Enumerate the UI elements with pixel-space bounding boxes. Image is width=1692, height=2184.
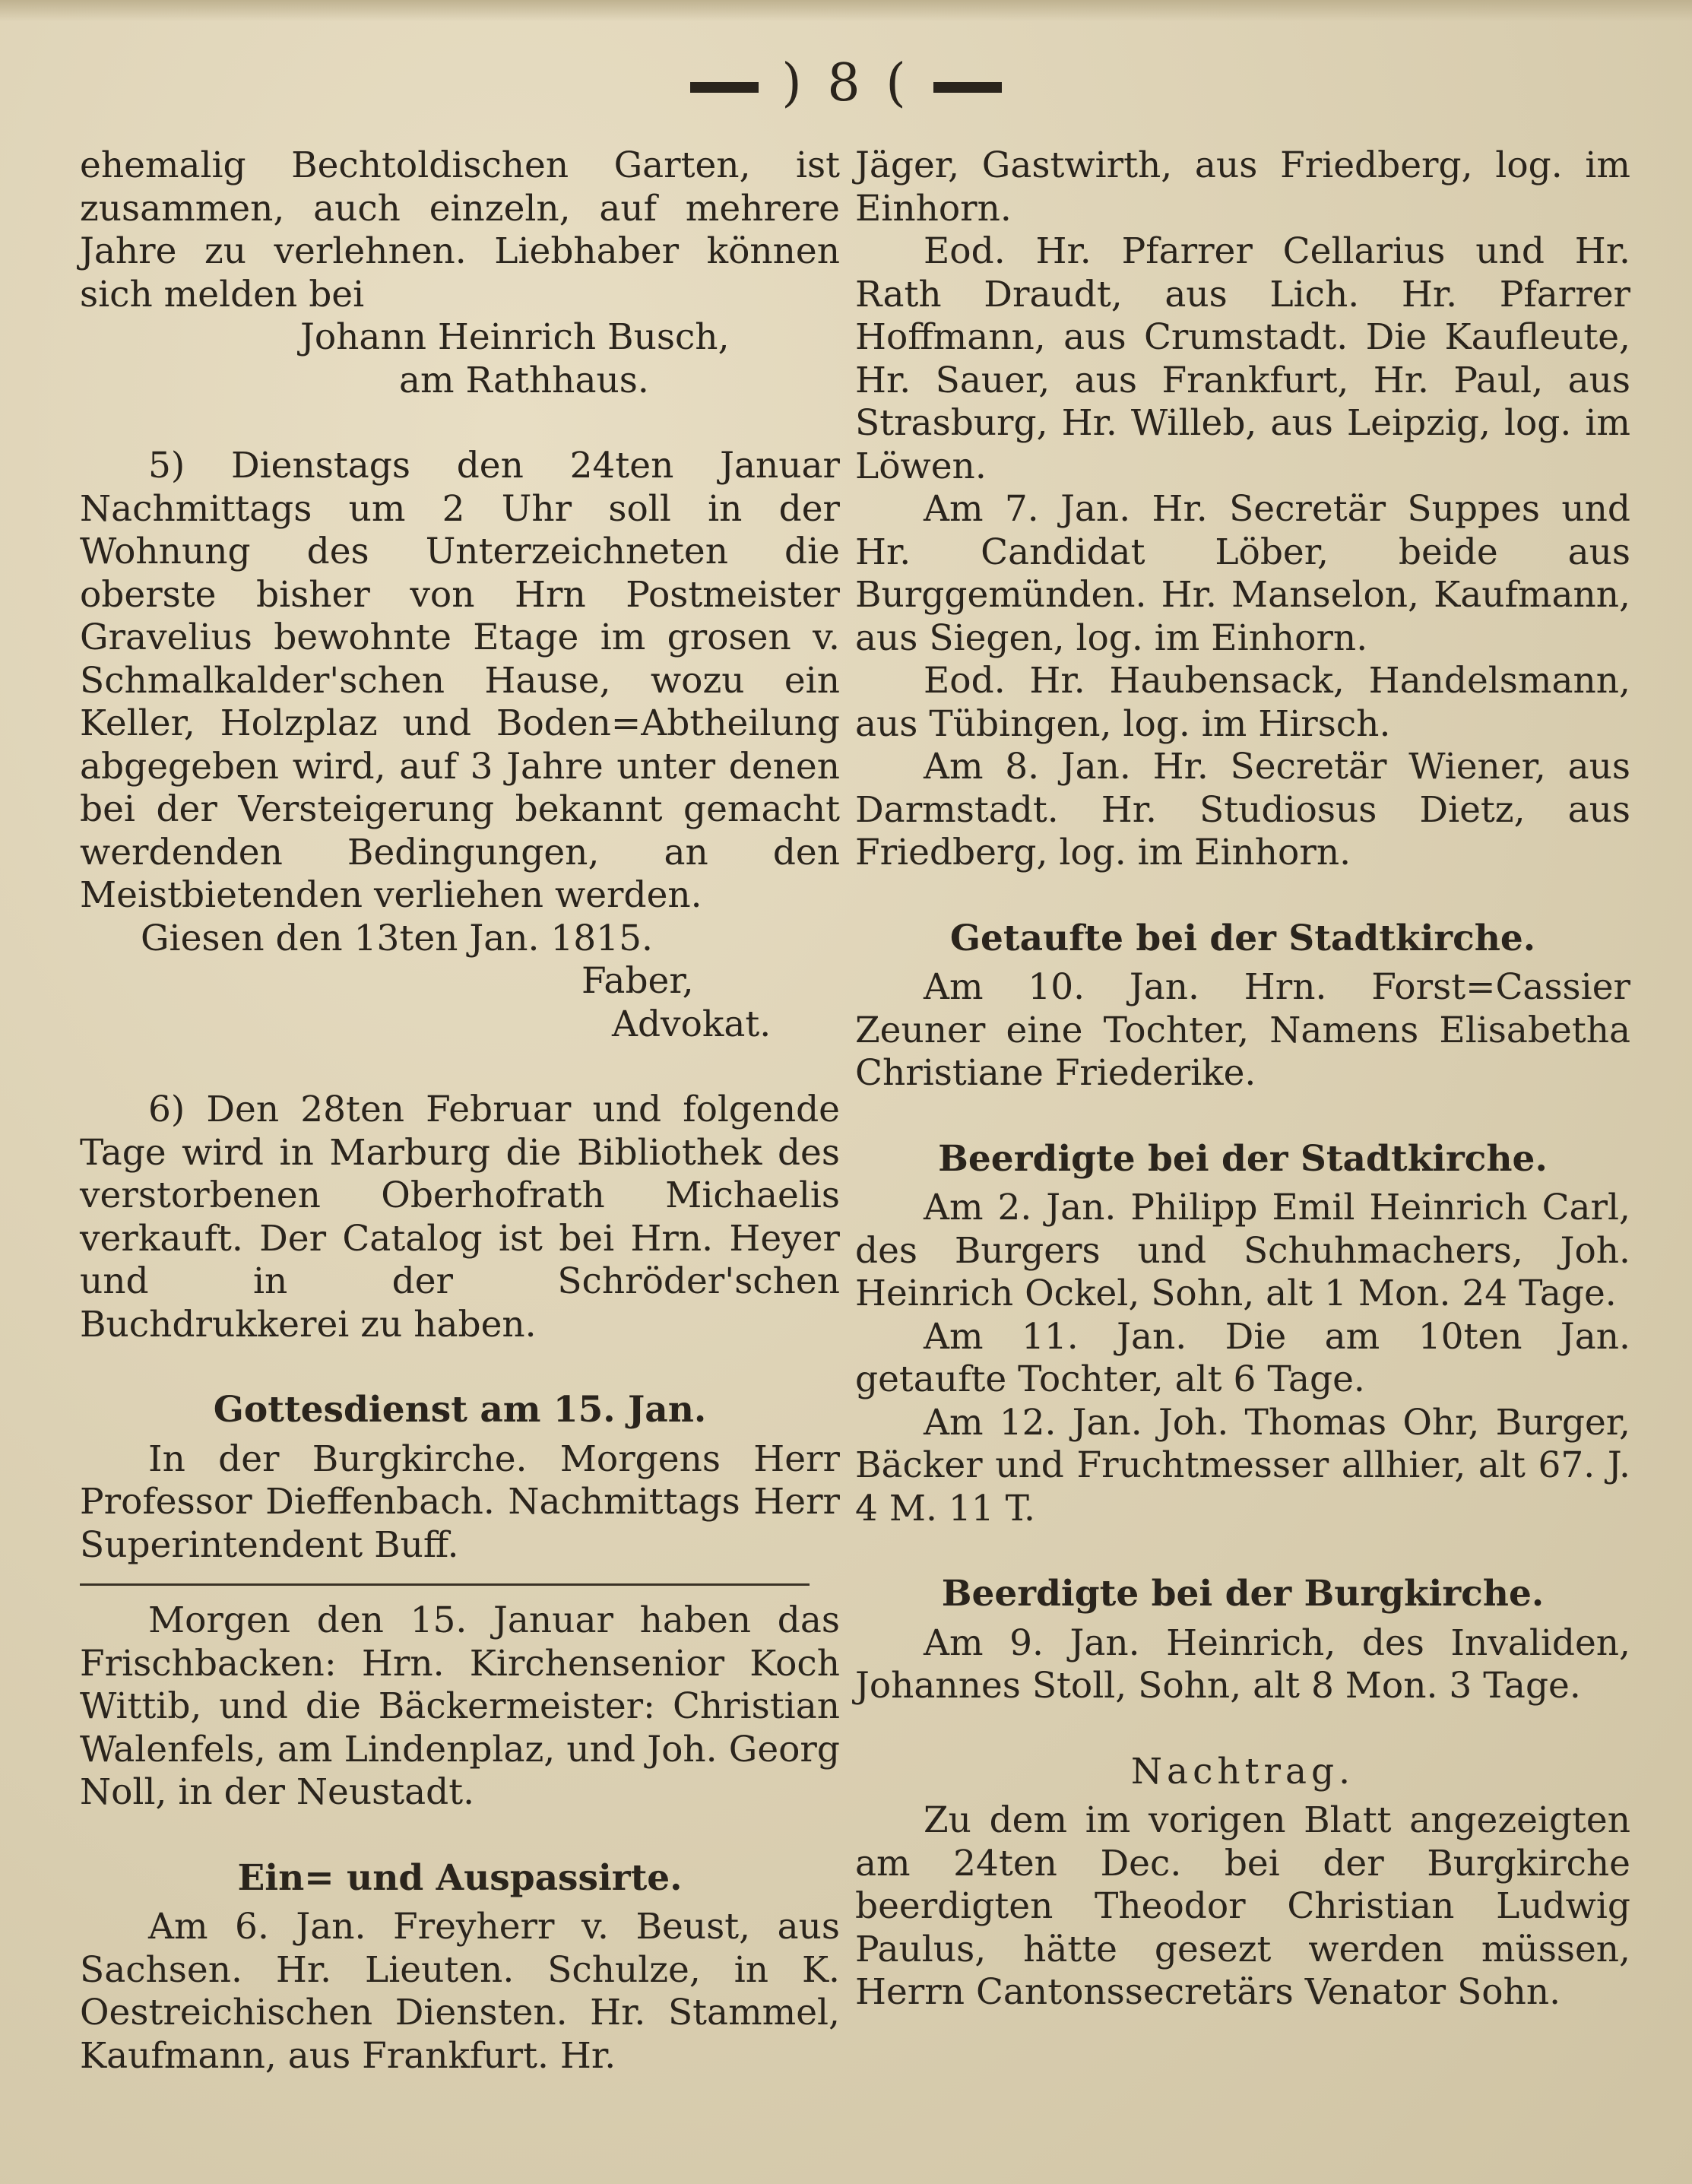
notice-5-date: Giesen den 13ten Jan. 1815. [141, 917, 653, 959]
left-column [80, 144, 840, 2078]
heading-gottesdienst: Gottesdienst am 15. Jan. [213, 1389, 707, 1431]
passirte-cont-3: Am 7. Jan. Hr. Secretär Suppes und Hr. Candidat Löber, beide aus Burggemünden. Hr. Manselon, Kaufmann, aus Siegen, log. im Einhorn. [855, 488, 1630, 659]
notice-garden-signature-name: Johann Heinrich Busch, [300, 316, 730, 358]
nachtrag-text: Zu dem im vorigen Blatt angezeigten am 24ten Dec. bei der Burgkirche beerdigten Theodor Christian Ludwig Paulus, hätte gesezt werden müssen, Herrn Cantonssecretärs Venator Sohn. [855, 1799, 1630, 2013]
getaufte-text: Am 10. Jan. Hrn. Forst=Cassier Zeuner eine Tochter, Namens Elisabetha Christiane Friederike. [855, 966, 1630, 1094]
heading-passirte: Ein= und Auspassirte. [237, 1856, 683, 1899]
section-divider [80, 1583, 810, 1586]
right-column [855, 144, 1630, 2014]
passirte-cont-4: Eod. Hr. Haubensack, Handelsmann, aus Tübingen, log. im Hirsch. [855, 660, 1630, 745]
beerdigte-stadt-2: Am 11. Jan. Die am 10ten Jan. getaufte Tochter, alt 6 Tage. [855, 1315, 1630, 1400]
passirte-cont-1: Jäger, Gastwirth, aus Friedberg, log. im Einhorn. [855, 144, 1630, 230]
notice-6: 6) Den 28ten Februar und folgende Tage wird in Marburg die Bibliothek des verstorbenen Oberhofrath Michaelis verkauft. Der Catalog ist bei Hrn. Heyer und in der Schröder'schen Buchdrukkerei zu haben. [80, 1089, 840, 1346]
header-rule-left [690, 82, 759, 93]
page-number: ) 8 ( [781, 53, 911, 113]
gottesdienst-text: In der Burgkirche. Morgens Herr Professor Dieffenbach. Nachmittags Herr Superintendent Buff. [80, 1438, 840, 1566]
notice-garden: ehemalig Bechtoldischen Garten, ist zusammen, auch einzeln, auf mehrere Jahre zu verlehnen. Liebhaber können sich melden bei [80, 144, 840, 315]
beerdigte-burg-text: Am 9. Jan. Heinrich, des Invaliden, Johannes Stoll, Sohn, alt 8 Mon. 3 Tage. [855, 1621, 1630, 1707]
notice-garden-signature-place: am Rathhaus. [399, 359, 649, 401]
passirte-text: Am 6. Jan. Freyherr v. Beust, aus Sachsen. Hr. Lieuten. Schulze, in K. Oestreichischen Diensten. Hr. Stammel, Kaufmann, aus Frankfurt. Hr. [80, 1906, 840, 2077]
passirte-cont-5: Am 8. Jan. Hr. Secretär Wiener, aus Darmstadt. Hr. Studiosus Dietz, aus Friedberg, log. im Einhorn. [855, 746, 1630, 873]
beerdigte-stadt-1: Am 2. Jan. Philipp Emil Heinrich Carl, des Burgers und Schuhmachers, Joh. Heinrich Ockel, Sohn, alt 1 Mon. 24 Tage. [855, 1187, 1630, 1314]
heading-beerdigte-stadtkirche: Beerdigte bei der Stadtkirche. [938, 1137, 1548, 1180]
heading-beerdigte-burgkirche: Beerdigte bei der Burgkirche. [941, 1573, 1545, 1615]
heading-getaufte: Getaufte bei der Stadtkirche. [949, 917, 1536, 959]
header-rule-right [933, 82, 1002, 93]
paper-edge-shadow [0, 0, 1692, 21]
notice-5-signature-title: Advokat. [612, 1003, 772, 1045]
passirte-cont-2: Eod. Hr. Pfarrer Cellarius und Hr. Rath Draudt, aus Lich. Hr. Pfarrer Hoffmann, aus Crumstadt. Die Kaufleute, Hr. Sauer, aus Frankfurt, Hr. Paul, aus Strasburg, Hr. Willeb, aus Leipzig, log. im Löwen. [855, 230, 1630, 487]
page-header [0, 53, 1692, 113]
notice-5: 5) Dienstags den 24ten Januar Nachmittags um 2 Uhr soll in der Wohnung des Unterzeichneten die oberste bisher von Hrn Postmeister Gravelius bewohnte Etage im grosen v. Schmalkalder'schen Hause, wozu ein Keller, Holzplaz und Boden=Abtheilung abgegeben wird, auf 3 Jahre unter denen bei der Versteigerung bekannt gemacht werdenden Bedingungen, an den Meistbietenden verliehen werden. [80, 445, 840, 916]
notice-5-signature-name: Faber, [581, 960, 694, 1002]
heading-nachtrag: Nachtrag. [1130, 1750, 1355, 1793]
frischbacken-text: Morgen den 15. Januar haben das Frischbacken: Hrn. Kirchensenior Koch Wittib, und die Bäckermeister: Christian Walenfels, am Lindenplaz, und Joh. Georg Noll, in der Neustadt. [80, 1599, 840, 1813]
beerdigte-stadt-3: Am 12. Jan. Joh. Thomas Ohr, Burger, Bäcker und Fruchtmesser allhier, alt 67. J. 4 M. 11 T. [855, 1401, 1630, 1529]
